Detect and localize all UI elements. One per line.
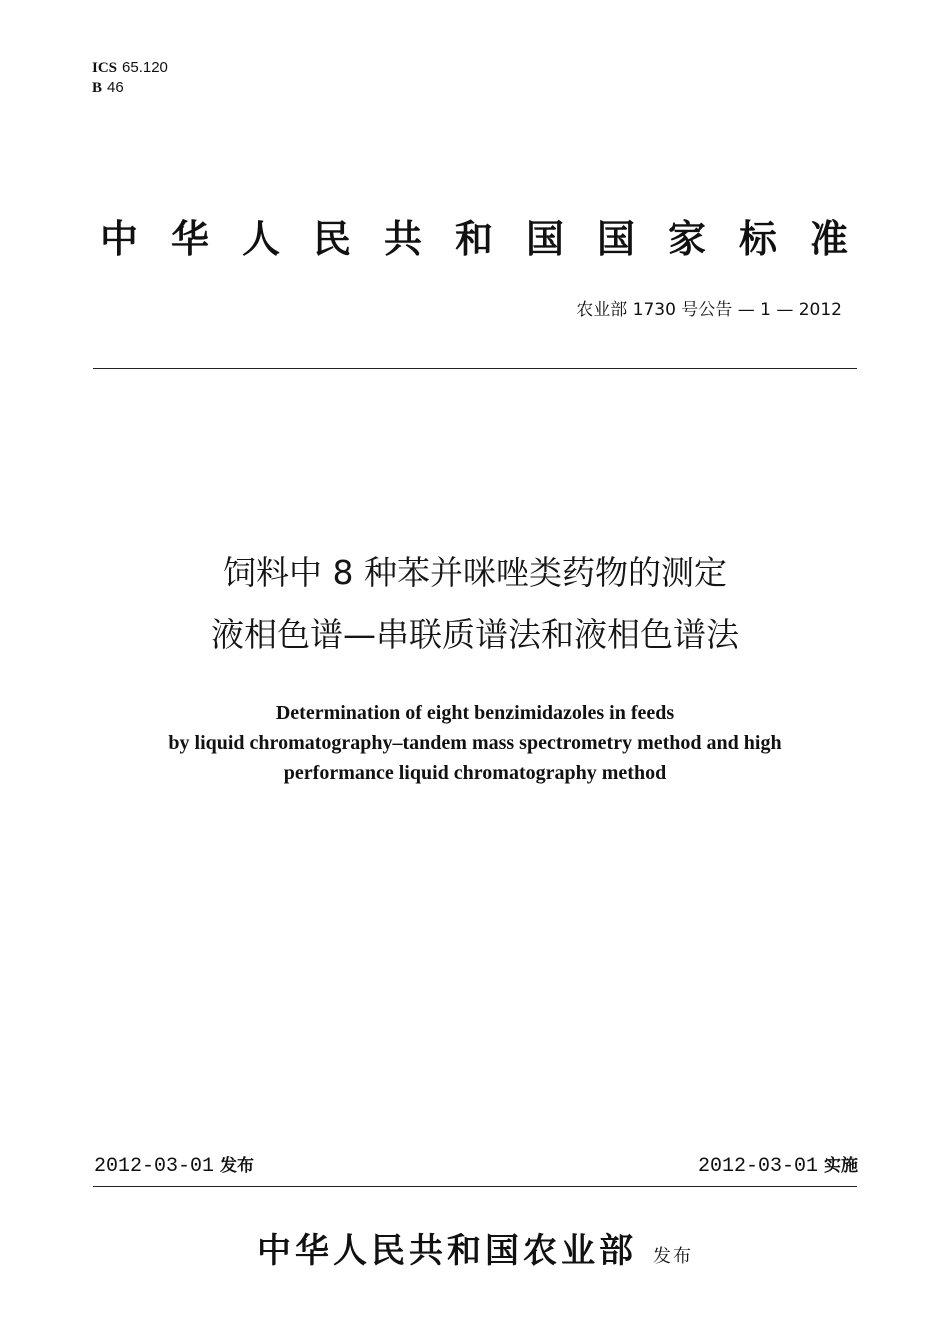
implement-label: 实施	[824, 1156, 858, 1176]
issuer-name: 中华人民共和国农业部	[257, 1231, 637, 1271]
header-divider	[93, 368, 857, 369]
standard-code: 农业部 1730 号公告 — 1 — 2012	[576, 300, 842, 320]
title-cn-line-1: 饲料中 8 种苯并咪唑类药物的测定	[223, 553, 727, 592]
ccs-code	[92, 78, 124, 97]
issuer-block	[75, 1228, 875, 1280]
standard-title: 中华人民共和国国家标准	[100, 216, 882, 261]
footer-divider	[93, 1186, 857, 1187]
title-en-line-3: performance liquid chromatography method	[283, 762, 667, 784]
ccs-value: 46	[107, 79, 124, 96]
ics-value: 65.120	[122, 59, 168, 76]
implement-date-block	[698, 1152, 858, 1181]
issue-date: 2012-03-01	[94, 1155, 215, 1178]
ccs-tag: B	[92, 80, 103, 96]
implement-date: 2012-03-01	[697, 1155, 818, 1178]
title-en	[75, 698, 875, 788]
ics-tag: ICS	[92, 60, 118, 76]
issue-label: 发布	[220, 1156, 255, 1176]
issuer-action: 发布	[653, 1246, 693, 1267]
title-en-line-1: Determination of eight benzimidazoles in feeds	[275, 702, 675, 724]
title-en-line-2: by liquid chromatography–tandem mass spectrometry method and high	[168, 732, 782, 754]
ics-code	[92, 58, 168, 77]
issue-date-block	[94, 1152, 254, 1181]
title-cn-line-2: 液相色谱—串联质谱法和液相色谱法	[211, 615, 739, 654]
